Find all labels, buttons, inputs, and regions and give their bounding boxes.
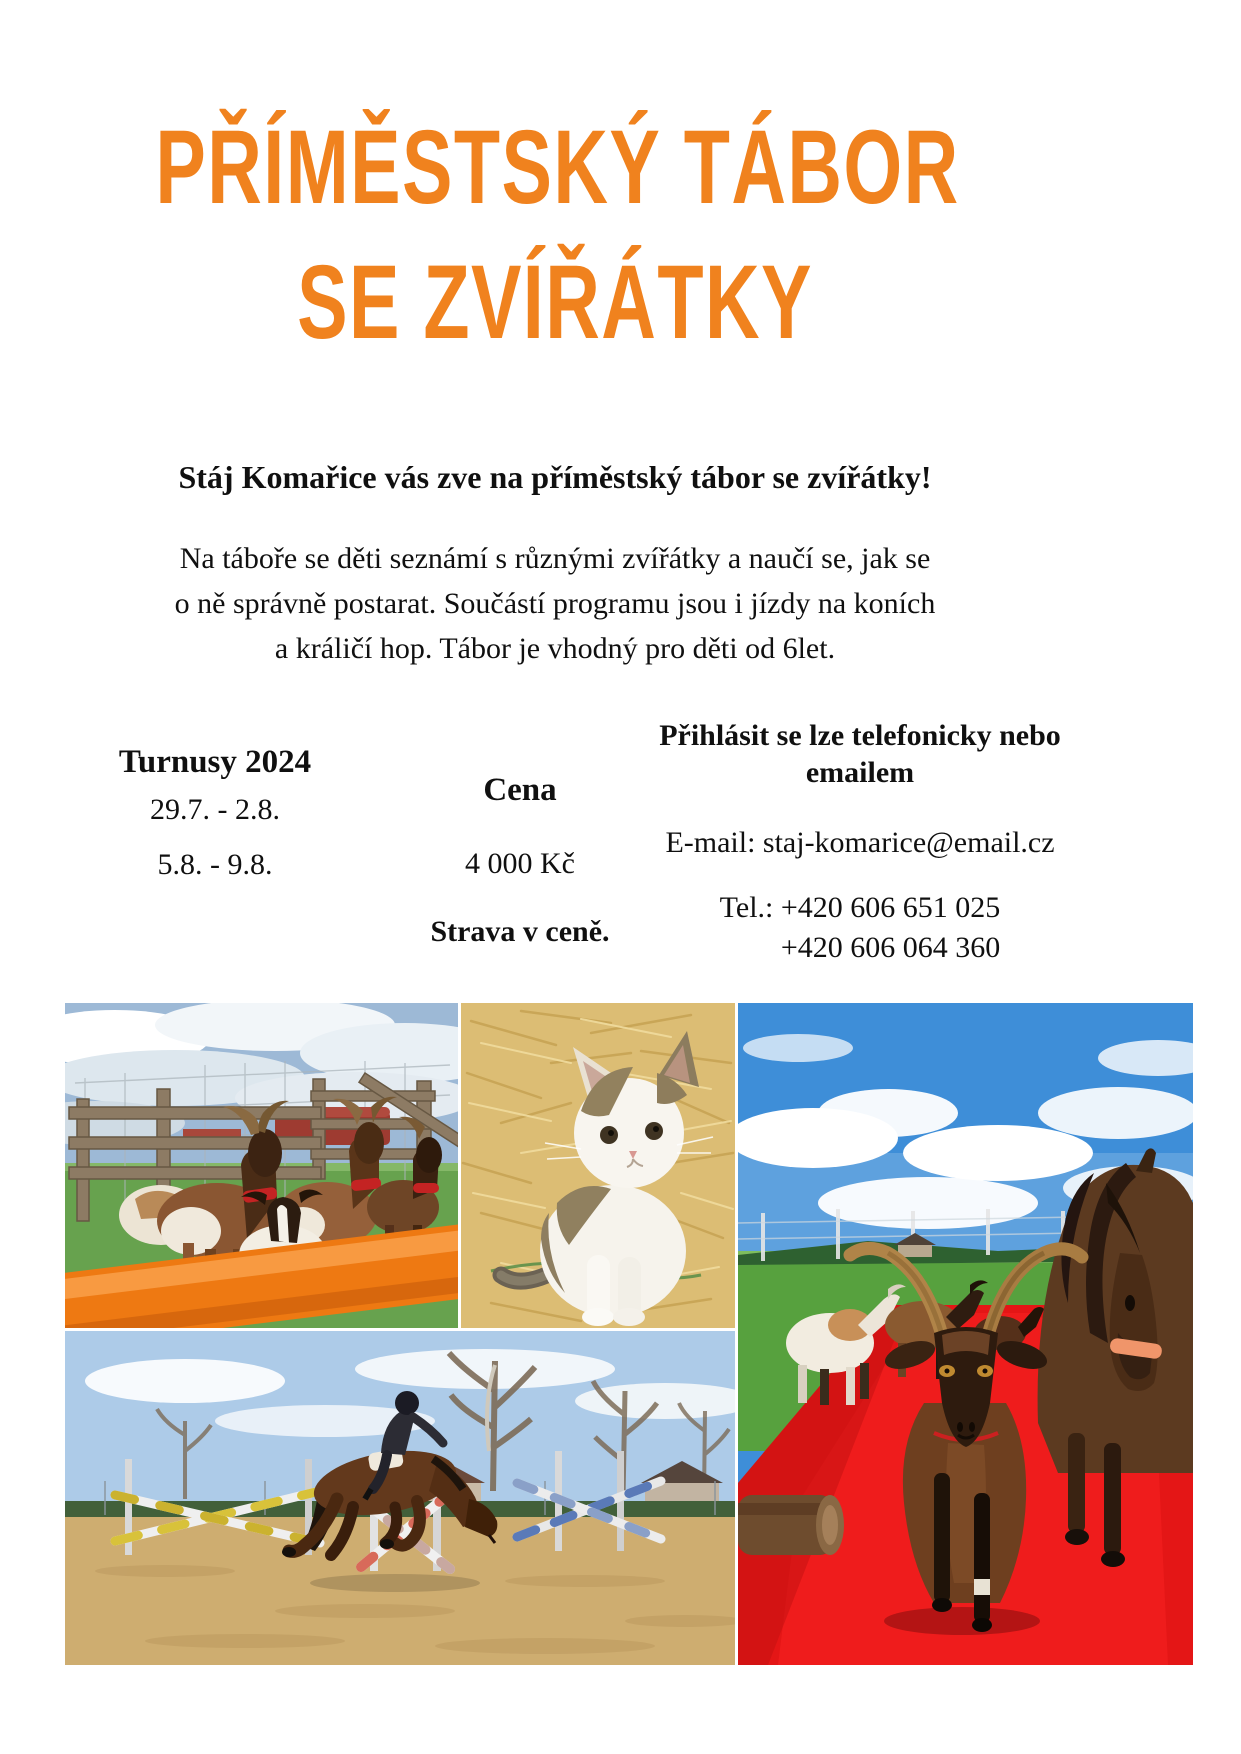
sessions-heading: Turnusy 2024 xyxy=(118,744,312,780)
phone-line-2: +420 606 064 360 xyxy=(780,931,1001,964)
page-title xyxy=(0,100,1110,370)
title-line-2: SE ZVÍŘÁTKY xyxy=(297,244,813,361)
photo-goats xyxy=(65,1003,458,1328)
session-date-2: 5.8. - 9.8. xyxy=(157,848,273,881)
photo-red-carpet xyxy=(738,1003,1193,1665)
horse-jump-illustration xyxy=(65,1331,735,1665)
phone-block xyxy=(720,888,1001,968)
contact-column xyxy=(630,717,1090,968)
goats-illustration xyxy=(65,1003,458,1328)
contact-heading: Přihlásit se lze telefonicky nebo emailem xyxy=(659,719,1061,789)
sessions-column xyxy=(60,742,370,885)
red-carpet-illustration xyxy=(738,1003,1193,1665)
title-line-1: PŘÍMĚSTSKÝ TÁBOR xyxy=(155,109,960,226)
description-line-2: o ně správně postarat. Součástí programu jsou i jízdy na koních xyxy=(174,587,936,620)
intro-heading: Stáj Komařice vás zve na příměstský tábor se zvířátky! xyxy=(178,459,932,495)
kitten-illustration xyxy=(461,1003,735,1328)
description-line-1: Na táboře se děti seznámí s různými zvířátky a naučí se, jak se xyxy=(179,542,931,575)
session-date-1: 29.7. - 2.8. xyxy=(150,793,280,826)
phone-line-1: Tel.: +420 606 651 025 xyxy=(719,891,1001,924)
price-amount: 4 000 Kč xyxy=(465,847,575,880)
contact-phones xyxy=(630,888,1090,968)
price-column xyxy=(380,770,660,952)
description-paragraph xyxy=(0,536,1110,671)
contact-email: E-mail: staj-komarice@email.cz xyxy=(665,826,1055,859)
photo-kitten xyxy=(461,1003,735,1328)
price-note: Strava v ceně. xyxy=(430,915,610,948)
description-line-3: a králičí hop. Tábor je vhodný pro děti od 6let. xyxy=(274,632,836,665)
price-heading: Cena xyxy=(483,772,557,808)
photo-horse-jump xyxy=(65,1331,735,1665)
